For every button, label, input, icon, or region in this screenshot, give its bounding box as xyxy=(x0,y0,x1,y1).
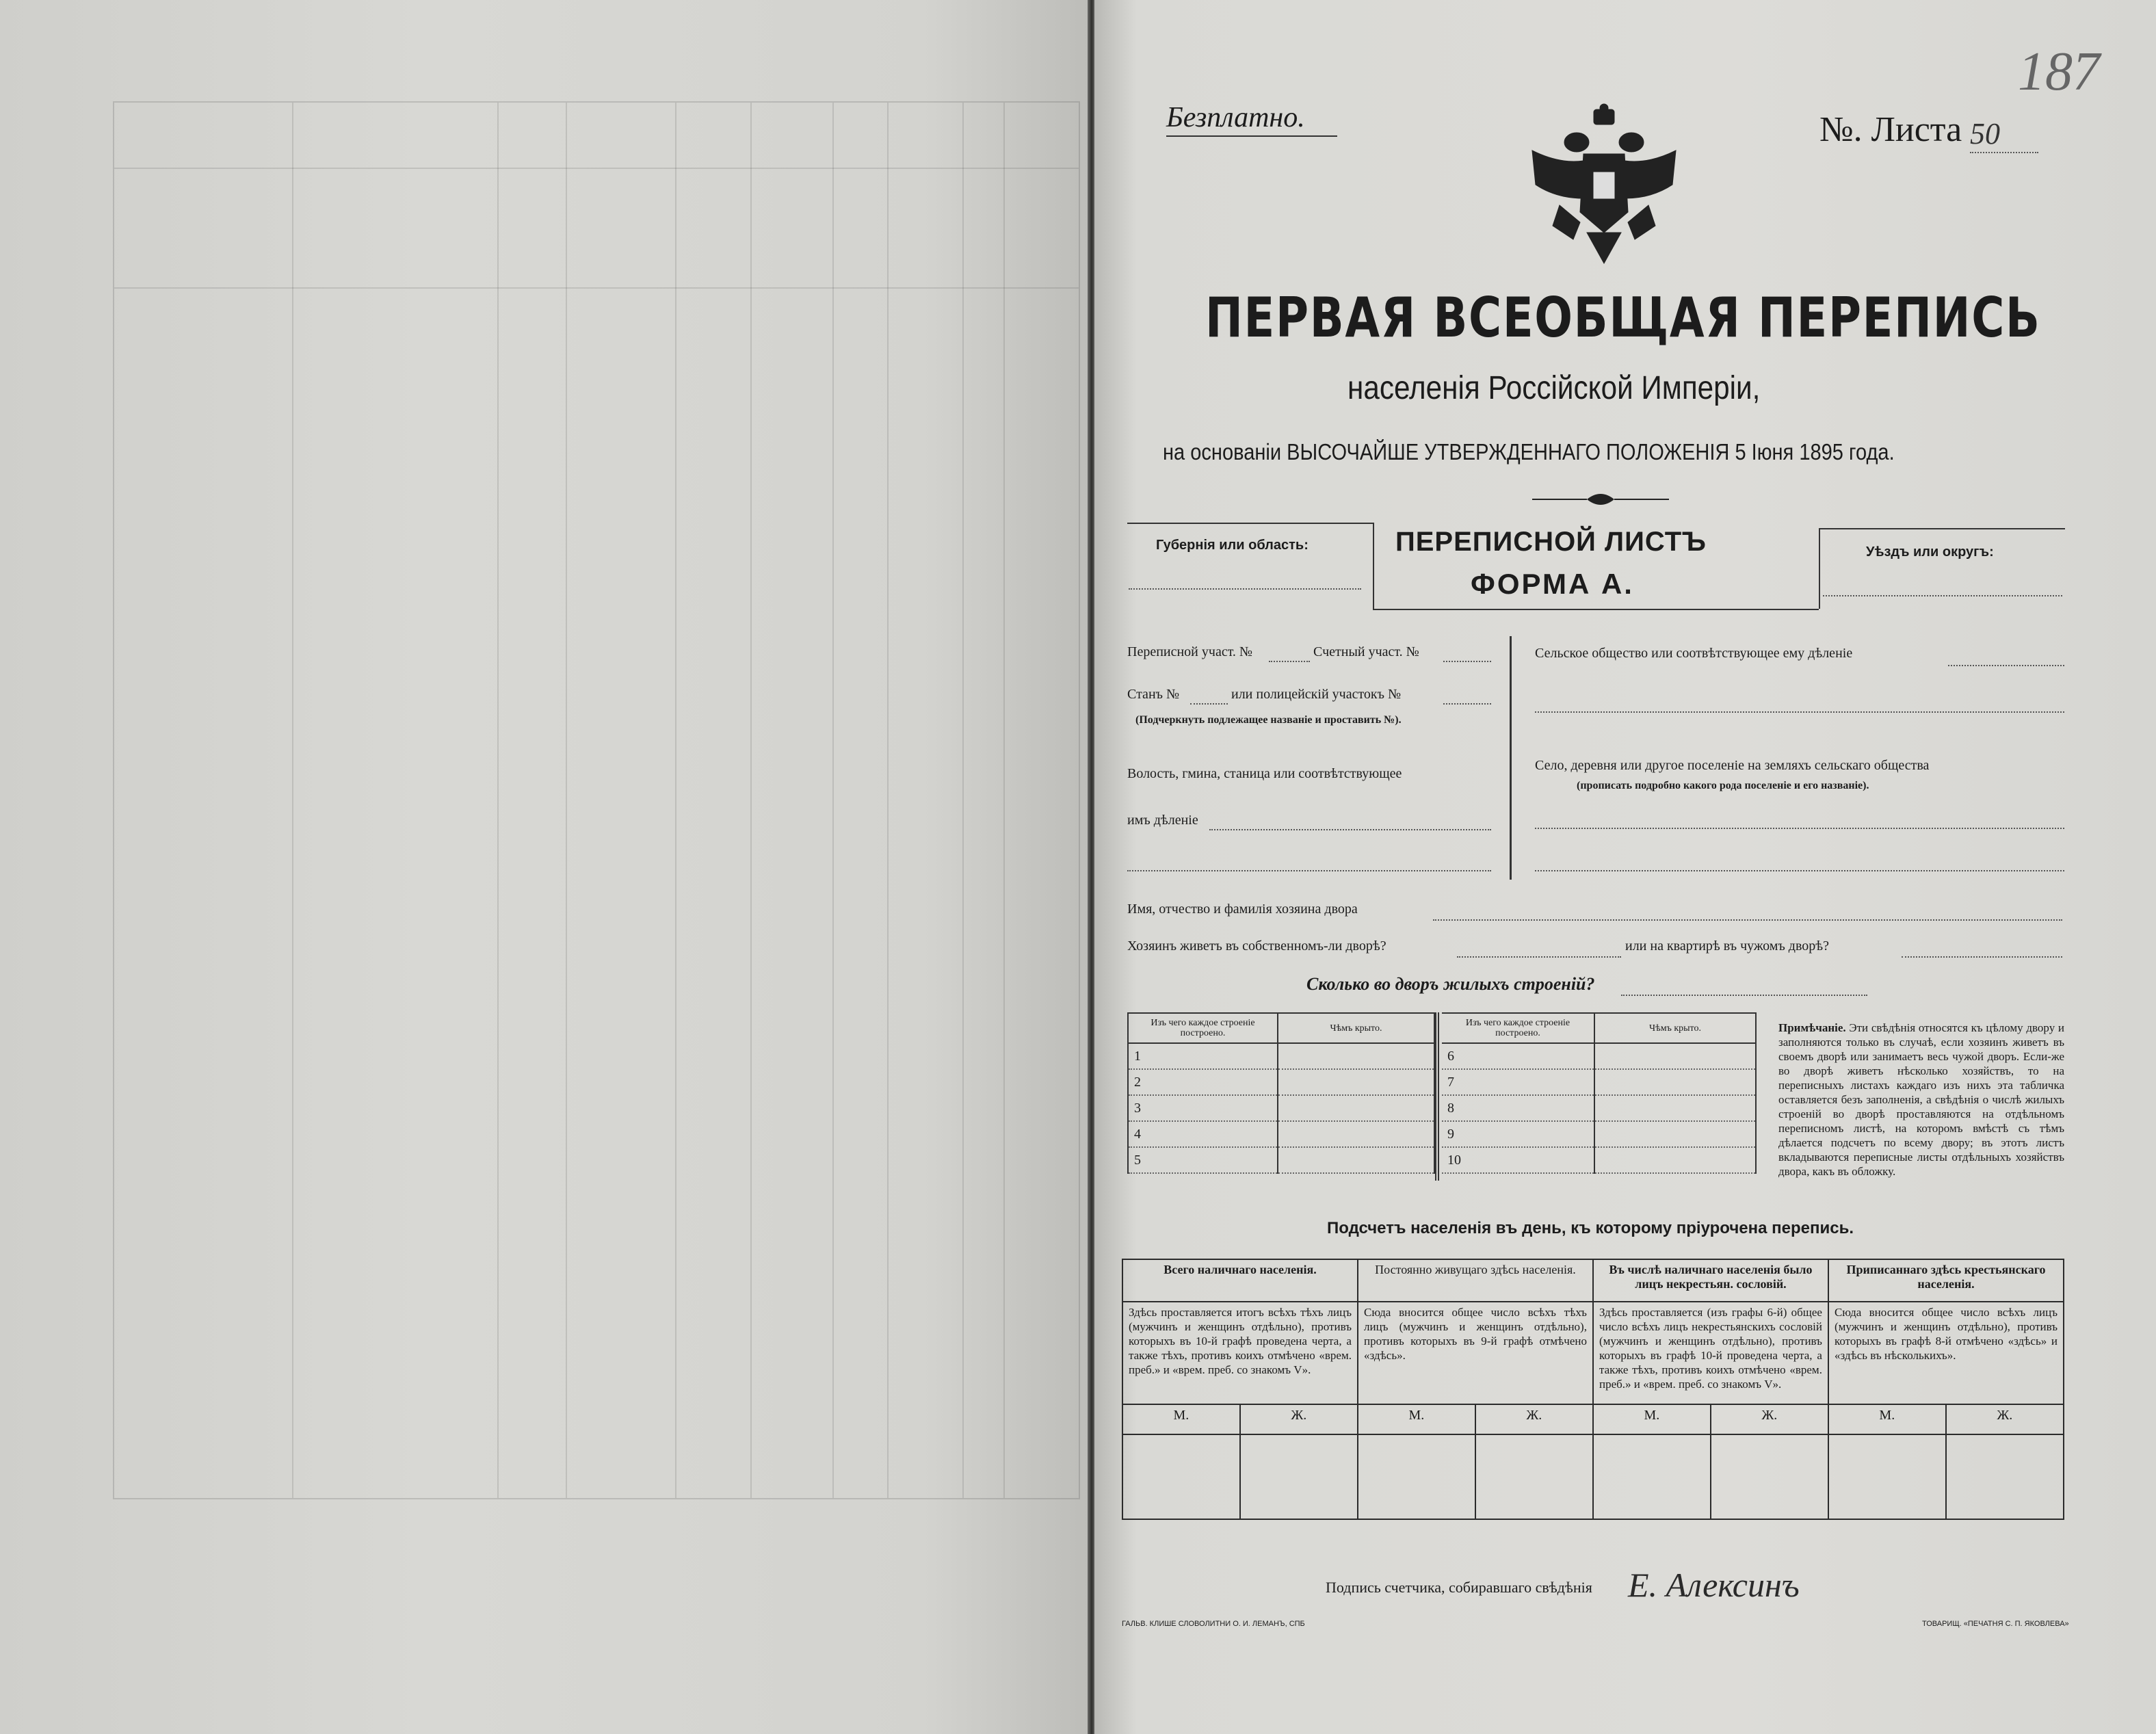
owner-lives-label: Хозяинъ живетъ въ собственномъ-ли дворѣ? xyxy=(1127,938,1386,954)
volost-label: Волость, гмина, станица или соотвѣтствующее xyxy=(1127,766,1402,781)
stan-label: Станъ № xyxy=(1127,687,1180,702)
sheet-number-label: №. Листа xyxy=(1819,110,1962,149)
count-cell[interactable] xyxy=(1593,1434,1711,1519)
building-row-number: 5 xyxy=(1128,1147,1278,1173)
note-label: Примѣчаніе. xyxy=(1778,1021,1846,1034)
buildings-question: Сколько во дворъ жилыхъ строеній? xyxy=(1306,974,1595,994)
buildings-table-right xyxy=(1442,1012,1757,1174)
building-row-number: 4 xyxy=(1128,1121,1278,1147)
building-row-number: 3 xyxy=(1128,1095,1278,1121)
volost-label-2: имъ дѣленіе xyxy=(1127,813,1198,828)
female-header: Ж. xyxy=(1475,1404,1593,1434)
village-label: Село, деревня или другое поселеніе на земляхъ сельскаго общества xyxy=(1535,758,1930,773)
sheet-title: ПЕРЕПИСНОЙ ЛИСТЪ xyxy=(1395,527,1707,557)
building-row-number: 2 xyxy=(1128,1069,1278,1095)
total-present-header: Всего наличнаго населенія. xyxy=(1122,1259,1358,1302)
enumerator-signature: Е. Алексинъ xyxy=(1628,1566,1800,1604)
total-present-instructions: Здѣсь проставляется итогъ всѣхъ тѣхъ лицъ (мужчинъ и женщинъ отдѣльно), противъ которыхъ въ 10-й графѣ проведена черта, а также тѣхъ, противъ коихъ отмѣчено «врем. преб.» и «врем. преб. со знакомъ V». xyxy=(1122,1302,1358,1404)
male-header: М. xyxy=(1358,1404,1475,1434)
count-cell[interactable] xyxy=(1475,1434,1593,1519)
form-title: ПЕРВАЯ ВСЕОБЩАЯ ПЕРЕПИСЬ xyxy=(1205,286,2041,350)
rural-society-label: Сельское общество или соотвѣтствующее ему дѣленіе xyxy=(1535,646,1853,661)
material-header: Изъ чего каждое строеніе построено. xyxy=(1442,1013,1594,1043)
permanent-residents-header: Постоянно живущаго здѣсь населенія. xyxy=(1358,1259,1593,1302)
form-subtitle: населенія Россійской Имперіи, xyxy=(1348,370,1761,406)
note-text: Эти свѣдѣнія относятся къ цѣлому двору и заполняются только въ случаѣ, если хозяинъ живетъ въ своемъ дворѣ или занимаетъ весь чужой дворъ. Если-же во дворѣ живетъ нѣсколько хозяйствъ, то на переписныхъ листахъ каждаго изъ нихъ эта табличка оставляется безъ заполненія, а свѣдѣнія о числѣ жилыхъ строеній во дворѣ проставляются на отдѣльномъ переписномъ листѣ, на которомъ вмѣстѣ съ тѣмъ дѣлается подсчетъ по всему двору; въ этотъ листъ вкладываются переписные листы отдѣльныхъ хозяйствъ двора, какъ въ обложку. xyxy=(1778,1021,2065,1178)
census-district-label: Переписной участ. № xyxy=(1127,644,1253,659)
count-district-label: Счетный участ. № xyxy=(1313,644,1419,659)
registered-peasant-instructions: Сюда вносится общее число всѣхъ лицъ (мужчинъ и женщинъ отдѣльно), противъ которыхъ въ графѣ 8-й отмѣчено «здѣсь» и «здѣсь въ нѣсколькихъ». xyxy=(1828,1302,2064,1404)
population-count-heading: Подсчетъ населенія въ день, къ которому пріурочена перепись. xyxy=(1327,1219,1854,1237)
count-cell[interactable] xyxy=(1946,1434,2064,1519)
material-header: Изъ чего каждое строеніе построено. xyxy=(1128,1013,1278,1043)
count-cell[interactable] xyxy=(1240,1434,1358,1519)
building-row-number: 1 xyxy=(1128,1043,1278,1069)
uyezd-label: Уѣздъ или округъ: xyxy=(1866,544,1994,560)
roof-header: Чѣмъ крыто. xyxy=(1278,1013,1434,1043)
form-letter: ФОРМА А. xyxy=(1471,568,1634,600)
male-header: М. xyxy=(1593,1404,1711,1434)
female-header: Ж. xyxy=(1946,1404,2064,1434)
permanent-residents-instructions: Сюда вносится общее число всѣхъ тѣхъ лицъ (мужчинъ и женщинъ отдѣльно), противъ которыхъ въ 9-й графѣ отмѣчено «здѣсь». xyxy=(1358,1302,1593,1404)
village-note: (прописать подробно какого рода поселеніе и его названіе). xyxy=(1577,780,1869,791)
building-row-number: 6 xyxy=(1442,1043,1594,1069)
signature-label: Подпись счетчика, собиравшаго свѣдѣнія xyxy=(1326,1579,1592,1596)
population-count-table xyxy=(1122,1259,2064,1520)
building-row-number: 10 xyxy=(1442,1147,1594,1173)
count-cell[interactable] xyxy=(1358,1434,1475,1519)
archive-number: 187 xyxy=(2018,42,2100,102)
roof-header: Чѣмъ крыто. xyxy=(1594,1013,1756,1043)
underline-note: (Подчеркнуть подлежащее названіе и проставить №). xyxy=(1135,714,1402,726)
free-label: Безплатно. xyxy=(1166,102,1305,133)
buildings-note xyxy=(1778,1021,2064,1179)
show-through-grid xyxy=(113,101,1080,1499)
building-row-number: 8 xyxy=(1442,1095,1594,1121)
non-peasant-instructions: Здѣсь проставляется (изъ графы 6-й) общее число всѣхъ лицъ некрестьянскихъ сословій (мужчинъ и женщинъ отдѣльно), противъ которыхъ въ графѣ 10-й проведена черта, а также тѣхъ, противъ коихъ отмѣчено «врем. преб.» и «врем. преб. со знакомъ V». xyxy=(1593,1302,1828,1404)
gubernia-label: Губернія или область: xyxy=(1156,538,1309,553)
double-headed-eagle-emblem xyxy=(1519,103,1690,274)
count-cell[interactable] xyxy=(1828,1434,1946,1519)
sheet-number-value: 50 xyxy=(1970,117,2000,150)
female-header: Ж. xyxy=(1711,1404,1828,1434)
count-cell[interactable] xyxy=(1711,1434,1828,1519)
female-header: Ж. xyxy=(1240,1404,1358,1434)
male-header: М. xyxy=(1122,1404,1240,1434)
legal-basis: на основаніи ВЫСОЧАЙШЕ УТВЕРЖДЕННАГО ПОЛОЖЕНІЯ 5 Іюня 1895 года. xyxy=(1163,439,1895,464)
printer-left: ГАЛЬВ. КЛИШЕ СЛОВОЛИТНИ О. И. ЛЕМАНЪ, СПБ xyxy=(1122,1620,1305,1628)
apartment-label: или на квартирѣ въ чужомъ дворѣ? xyxy=(1625,938,1830,954)
ornament-divider xyxy=(1532,491,1669,508)
building-row-number: 7 xyxy=(1442,1069,1594,1095)
count-cell[interactable] xyxy=(1122,1434,1240,1519)
male-header: М. xyxy=(1828,1404,1946,1434)
registered-peasant-header: Приписаннаго здѣсь крестьянскаго населенія. xyxy=(1828,1259,2064,1302)
non-peasant-header: Въ числѣ наличнаго населенія было лицъ некрестьян. сословій. xyxy=(1593,1259,1828,1302)
buildings-table-left xyxy=(1127,1012,1435,1174)
printer-right: ТОВАРИЩ. «ПЕЧАТНЯ С. П. ЯКОВЛЕВА» xyxy=(1922,1620,2069,1628)
owner-name-label: Имя, отчество и фамилія хозяина двора xyxy=(1127,902,1358,917)
building-row-number: 9 xyxy=(1442,1121,1594,1147)
police-district-label: или полицейскій участокъ № xyxy=(1231,687,1402,702)
